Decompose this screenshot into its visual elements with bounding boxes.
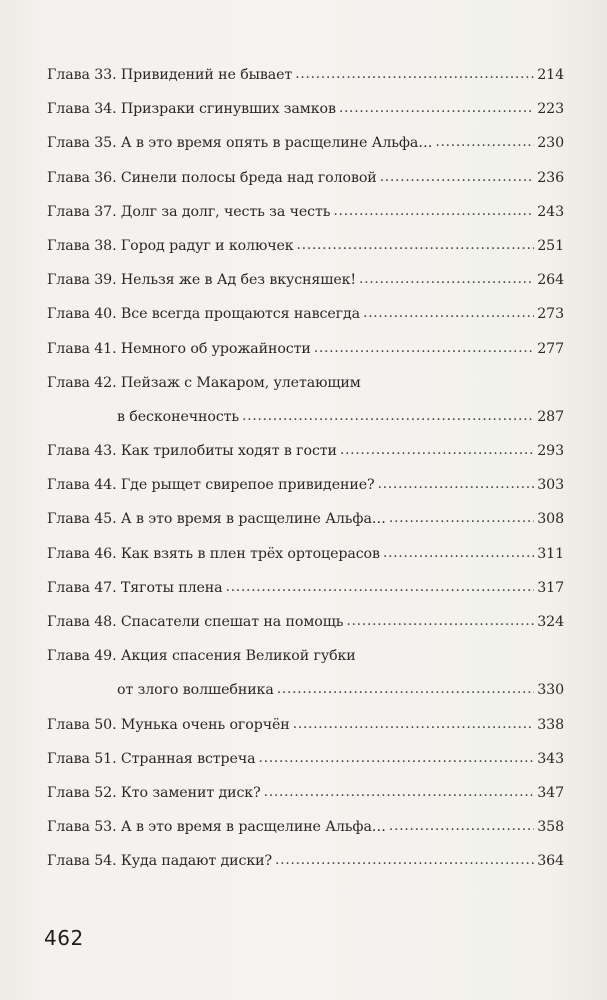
- toc-entry-page: 324: [537, 614, 564, 630]
- table-of-contents: [47, 58, 564, 879]
- toc-entry-title: Глава 53. А в это время в расщелине Альфа…: [47, 819, 386, 836]
- toc-entry-page: 287: [537, 408, 564, 425]
- toc-entry: [47, 58, 564, 92]
- toc-entry-title: Глава 33. Привидений не бывает: [47, 67, 293, 83]
- toc-entry-page: 223: [537, 101, 564, 118]
- dot-leader: [277, 672, 535, 706]
- toc-entry-title-continuation: в бесконечность: [117, 408, 240, 425]
- dot-leader: [389, 809, 534, 843]
- page-number: 462: [44, 926, 84, 950]
- toc-entry-page: 303: [537, 477, 564, 494]
- toc-entry-page: 343: [537, 750, 564, 767]
- toc-entry-title: Глава 47. Тяготы плена: [47, 579, 223, 596]
- toc-entry-title: Глава 49. Акция спасения Великой губки: [47, 648, 356, 665]
- toc-entry-title: Глава 51. Странная встреча: [47, 750, 256, 767]
- dot-leader: [258, 741, 534, 775]
- toc-entry: [47, 126, 564, 160]
- toc-entry-title: Глава 46. Как взять в плен трёх ортоцерасов: [47, 545, 380, 562]
- toc-entry: [47, 605, 564, 639]
- toc-entry-continuation: [47, 400, 564, 434]
- toc-entry: [47, 468, 564, 502]
- toc-entry-title: Глава 40. Все всегда прощаются навсегда: [47, 306, 360, 323]
- toc-entry: [47, 776, 564, 810]
- dot-leader: [264, 775, 535, 809]
- toc-entry: [47, 263, 564, 297]
- toc-entry-title: Глава 43. Как трилобиты ходят в гости: [47, 443, 337, 460]
- dot-leader: [389, 501, 534, 535]
- dot-leader: [378, 467, 535, 501]
- dot-leader: [293, 707, 535, 741]
- toc-entry-title: Глава 35. А в это время опять в расщелине Альфа…: [47, 135, 433, 152]
- toc-entry-page: 277: [537, 340, 564, 357]
- toc-entry-page: 317: [537, 579, 564, 596]
- dot-leader: [339, 91, 534, 125]
- toc-entry: [47, 742, 564, 776]
- toc-entry-page: 230: [537, 135, 564, 152]
- toc-entry-title: Глава 48. Спасатели спешат на помощь: [47, 614, 344, 630]
- dot-leader: [363, 296, 534, 330]
- dot-leader: [333, 194, 534, 228]
- toc-entry-title: Глава 41. Немного об урожайности: [47, 340, 311, 357]
- toc-entry: [47, 92, 564, 126]
- toc-entry: [47, 502, 564, 536]
- dot-leader: [340, 433, 534, 467]
- toc-entry: [47, 537, 564, 571]
- toc-entry-title: Глава 37. Долг за долг, честь за честь: [47, 203, 331, 220]
- toc-entry-continuation: [47, 673, 564, 707]
- toc-entry-page: 338: [537, 716, 564, 733]
- toc-entry: [47, 434, 564, 468]
- toc-entry-page: 251: [537, 237, 564, 254]
- dot-leader: [435, 125, 534, 159]
- toc-entry-title: Глава 42. Пейзаж с Макаром, улетающим: [47, 374, 361, 391]
- dot-leader: [314, 331, 534, 365]
- toc-entry-title: Глава 52. Кто заменит диск?: [47, 784, 261, 801]
- toc-entry: [47, 810, 564, 844]
- toc-entry-title: Глава 45. А в это время в расщелине Альфа…: [47, 511, 386, 528]
- dot-leader: [297, 228, 535, 262]
- toc-entry-page: 308: [537, 511, 564, 528]
- toc-entry: [47, 332, 564, 366]
- toc-entry-page: 293: [537, 443, 564, 460]
- toc-entry-page: 364: [537, 853, 564, 870]
- toc-entry-page: 358: [537, 819, 564, 836]
- toc-entry-page: 243: [537, 203, 564, 220]
- dot-leader: [295, 57, 534, 91]
- toc-entry-page: 311: [537, 545, 564, 562]
- dot-leader: [359, 262, 534, 296]
- toc-entry: [47, 195, 564, 229]
- toc-entry: [47, 844, 564, 878]
- toc-entry-title: Глава 36. Синели полосы бреда над головой: [47, 169, 377, 186]
- dot-leader: [275, 843, 534, 877]
- toc-entry-page: 347: [537, 784, 564, 801]
- toc-entry-page: 236: [537, 169, 564, 186]
- toc-entry-page: 273: [537, 306, 564, 323]
- toc-entry: [47, 708, 564, 742]
- dot-leader: [226, 570, 535, 604]
- dot-leader: [383, 536, 534, 570]
- toc-entry-title: Глава 34. Призраки сгинувших замков: [47, 101, 336, 118]
- toc-entry: [47, 366, 564, 400]
- dot-leader: [242, 399, 534, 433]
- toc-entry: [47, 639, 564, 673]
- dot-leader: [346, 604, 534, 638]
- toc-entry-page: 330: [537, 682, 564, 699]
- toc-entry-page: 214: [537, 67, 564, 83]
- toc-entry: [47, 161, 564, 195]
- toc-entry: [47, 297, 564, 331]
- toc-entry-title: Глава 39. Нельзя же в Ад без вкусняшек!: [47, 272, 357, 289]
- toc-entry-title: Глава 44. Где рыщет свирепое привидение?: [47, 477, 375, 494]
- toc-entry-title: Глава 38. Город радуг и колючек: [47, 237, 294, 254]
- toc-entry-title: Глава 50. Мунька очень огорчён: [47, 716, 290, 733]
- toc-entry-title-continuation: от злого волшебника: [117, 682, 274, 699]
- toc-entry: [47, 571, 564, 605]
- toc-entry: [47, 229, 564, 263]
- toc-entry-page: 264: [537, 272, 564, 289]
- toc-entry-title: Глава 54. Куда падают диски?: [47, 853, 273, 870]
- dot-leader: [380, 160, 535, 194]
